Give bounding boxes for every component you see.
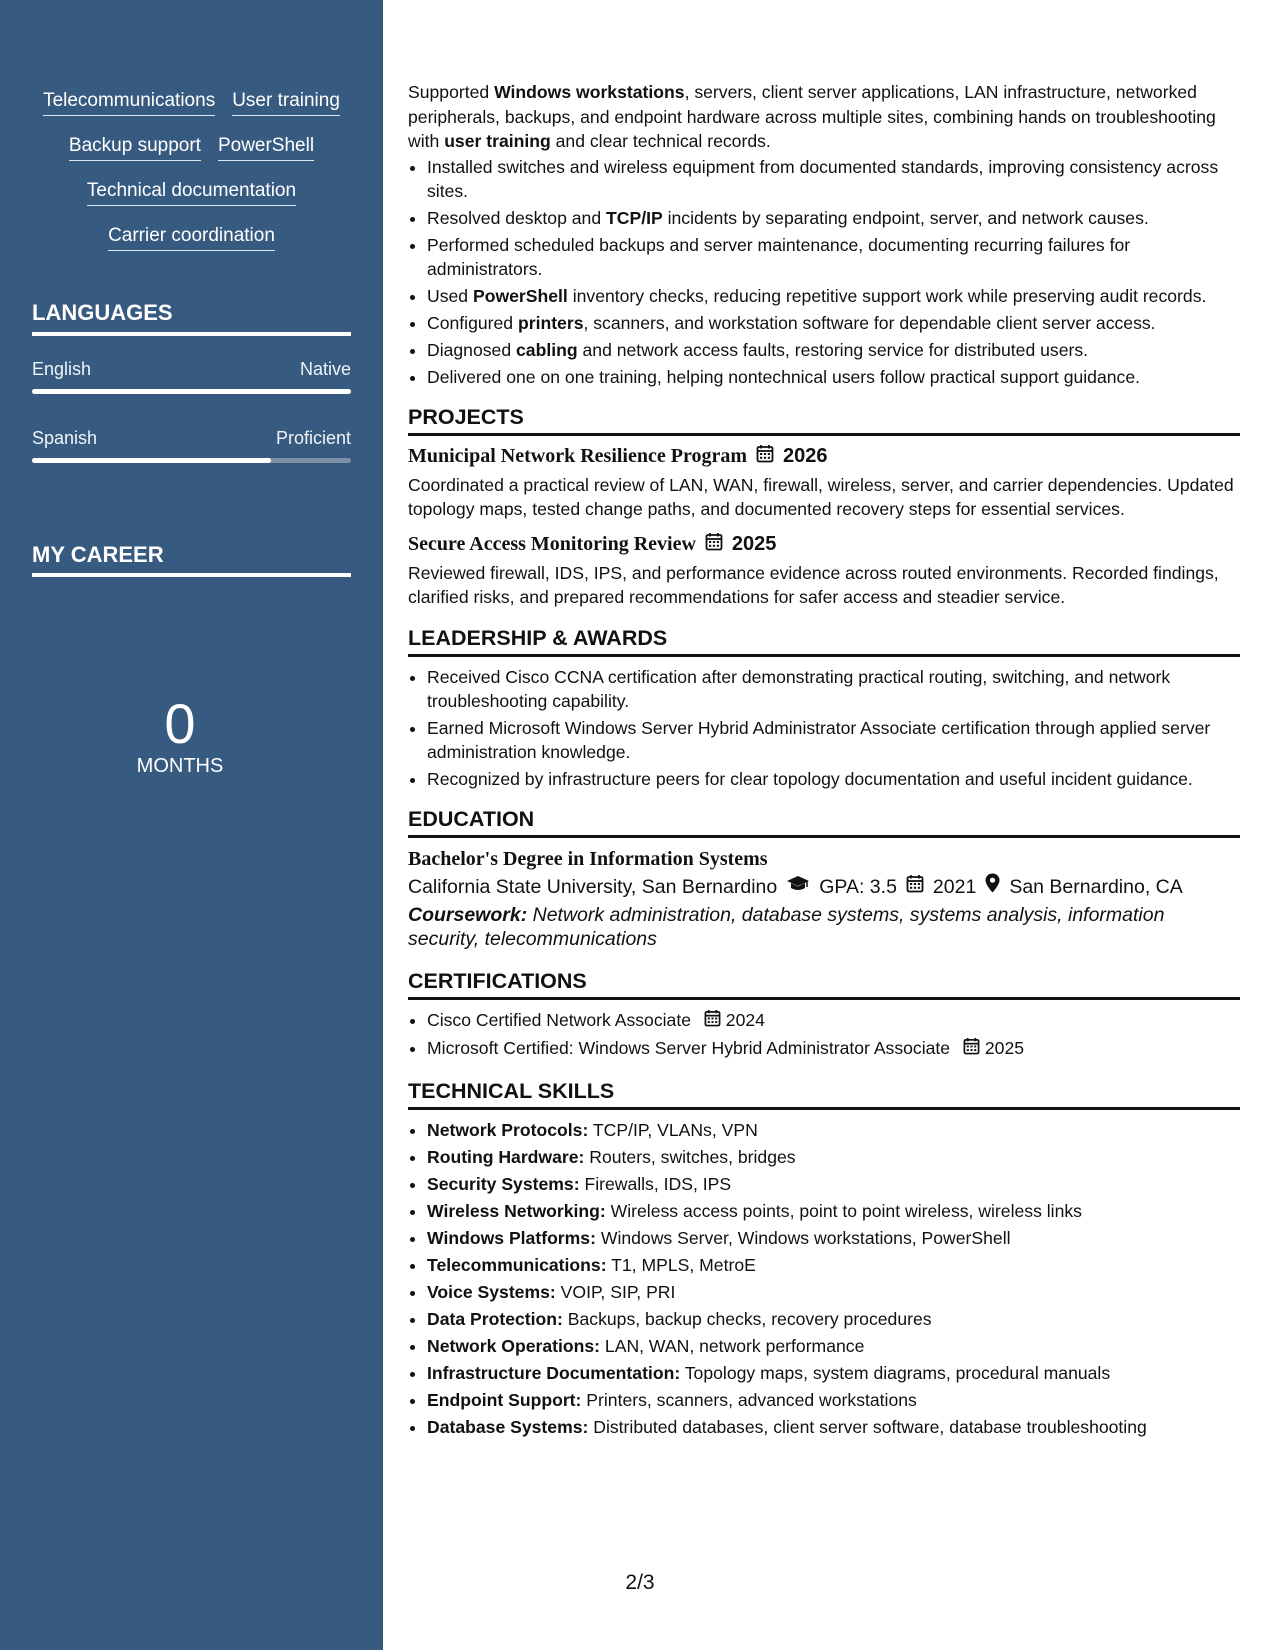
calendar-icon [906,872,924,902]
career-months-label: MONTHS [136,755,224,777]
certification-year: 2025 [984,1037,1025,1058]
language-bar [32,458,351,463]
list-item [427,1199,1240,1223]
skill-category: Security Systems: [427,1174,580,1195]
leadership-heading: LEADERSHIP & AWARDS [408,625,1240,657]
text-run: Performed scheduled backups and server maintenance, documenting recurring failures for administrators. [427,234,1131,279]
project-year: 2026 [783,445,828,467]
text-run: Installed switches and wireless equipment from documented standards, improving consistency across sites. [427,156,1219,201]
text-run: inventory checks, reducing repetitive support work while preserving audit records. [567,285,1207,306]
experience-bullet [427,233,1240,281]
language-bar-fill [32,458,271,463]
skill-values: VOIP, SIP, PRI [555,1282,676,1303]
certification-year: 2024 [725,1009,765,1030]
projects-section [408,404,1240,610]
skill-category: Telecommunications: [427,1255,607,1276]
skill-values: Backups, backup checks, recovery procedures [562,1309,932,1330]
education-details [408,872,1240,902]
certifications-list [408,1008,1240,1062]
project-description: Coordinated a practical review of LAN, WAN, firewall, wireless, server, and carrier dependencies. Updated topology maps, tested change paths, and documented recovery steps for essential services. [408,474,1234,519]
emphasized-text: PowerShell [472,285,568,306]
skill-tags [20,88,363,268]
experience-bullet [427,284,1240,308]
experience-bullet [427,365,1240,389]
skill-tag: User training [232,88,340,116]
skill-tag: Technical documentation [87,178,296,206]
experience-bullet [427,338,1240,362]
skill-values: Firewalls, IDS, IPS [579,1174,732,1195]
language-bar-fill [32,389,351,394]
list-item: • Received Cisco CCNA certification after demonstrating practical routing, switching, and network troubleshooting capability. [427,665,1240,713]
gpa: GPA: 3.5 [819,875,897,898]
certification-name: Microsoft Certified: Windows Server Hybrid Administrator Associate [427,1037,951,1058]
language-level: Native [299,359,351,379]
skill-category: Infrastructure Documentation: [427,1363,681,1384]
language-row [32,359,351,380]
career-rule [32,573,351,577]
list-item [427,1226,1240,1250]
skill-category: Windows Platforms: [427,1228,596,1249]
skill-tag: Carrier coordination [108,223,275,251]
skill-values: LAN, WAN, network performance [600,1336,865,1357]
text-run: incidents by separating endpoint, server, and network causes. [662,207,1149,228]
skill-category: Wireless Networking: [427,1201,606,1222]
education-section [408,806,1240,951]
skill-values: Windows Server, Windows workstations, PowerShell [595,1228,1011,1249]
list-item [427,1172,1240,1196]
leadership-list [408,665,1240,791]
experience-bullets [408,155,1240,389]
skill-values: Distributed databases, client server software, database troubleshooting [588,1417,1147,1438]
list-item [427,1415,1240,1439]
calendar-icon [963,1037,980,1061]
coursework-label: Coursework: [408,903,528,926]
calendar-icon [704,1009,721,1033]
skill-category: Data Protection: [427,1309,563,1330]
education-heading: EDUCATION [408,806,1240,838]
list-item: • Earned Microsoft Windows Server Hybrid Administrator Associate certification through applied server administration knowledge. [427,716,1240,764]
skills-heading: TECHNICAL SKILLS [408,1078,1240,1110]
skill-values: T1, MPLS, MetroE [606,1255,756,1276]
list-item [427,1280,1240,1304]
projects-heading: PROJECTS [408,404,1240,436]
skill-category: Database Systems: [427,1417,589,1438]
main-content [408,80,1240,1442]
skill-category: Endpoint Support: [427,1390,582,1411]
languages-rule [32,332,351,336]
degree-title: Bachelor's Degree in Information Systems [408,847,768,870]
language-name: English [32,359,92,379]
project-title [408,532,1240,557]
calendar-icon [705,532,723,557]
skill-category: Network Protocols: [427,1120,589,1141]
project-year: 2025 [731,533,777,555]
text-run: Diagnosed [427,339,517,360]
skill-category: Routing Hardware: [427,1147,585,1168]
sidebar [0,0,383,1650]
skills-list [408,1118,1240,1439]
coursework-list: Network administration, database systems, systems analysis, information security, telecommunications [408,903,1165,950]
calendar-icon [756,444,774,469]
experience-bullet [427,311,1240,335]
language-name: Spanish [32,428,98,448]
skill-values: Wireless access points, point to point wireless, wireless links [605,1201,1082,1222]
list-item [427,1253,1240,1277]
languages-heading: LANGUAGES [32,300,173,325]
text-run: Configured [427,312,518,333]
list-item [427,1388,1240,1412]
skill-tag: Backup support [69,133,201,161]
skill-category: Voice Systems: [427,1282,556,1303]
list-item [427,1145,1240,1169]
school-name: California State University, San Bernardino [408,875,778,898]
list-item [427,1008,1240,1033]
skill-values: Routers, switches, bridges [584,1147,796,1168]
project-name: Municipal Network Resilience Program [408,445,748,467]
emphasized-text: cabling [516,339,578,360]
list-item [427,1307,1240,1331]
skill-values: Printers, scanners, advanced workstations [581,1390,917,1411]
experience-bullet [427,206,1240,230]
text-run: and network access faults, restoring service for distributed users. [577,339,1089,360]
language-level: Proficient [275,428,351,448]
list-item: • Recognized by infrastructure peers for clear topology documentation and useful incident guidance. [427,767,1240,791]
graduation-cap-icon [786,872,810,902]
text-run: , servers, client server applications, LAN infrastructure, networked peripherals, backups, and endpoint hardware across multiple sites, combining hands on troubleshooting with [408,82,1216,151]
page-number: 2/3 [625,1571,655,1594]
emphasized-text: user training [444,131,551,151]
text-run: Used [427,285,473,306]
skill-values: Topology maps, system diagrams, procedural manuals [680,1363,1111,1384]
project-name: Secure Access Monitoring Review [408,533,696,555]
graduation-year: 2021 [932,875,977,898]
emphasized-text: printers [517,312,584,333]
emphasized-text: Windows workstations [494,82,685,102]
certifications-heading: CERTIFICATIONS [408,968,1240,1000]
list-item [427,1361,1240,1385]
list-item [427,1118,1240,1142]
skill-values: TCP/IP, VLANs, VPN [588,1120,758,1141]
coursework [408,903,1240,951]
leadership-section [408,625,1240,791]
school-location: San Bernardino, CA [1009,875,1183,898]
text-run: , scanners, and workstation software for dependable client server access. [583,312,1156,333]
career-heading: MY CAREER [32,542,164,567]
text-run: Resolved desktop and [427,207,606,228]
skills-section [408,1078,1240,1439]
skill-tag: Telecommunications [43,88,215,116]
career-months-value: 0 [164,692,196,755]
certification-name: Cisco Certified Network Associate [427,1009,692,1030]
language-row [32,428,351,449]
skill-tag: PowerShell [218,133,314,161]
experience-bullet [427,155,1240,203]
project-title [408,444,1240,469]
skill-category: Network Operations: [427,1336,601,1357]
language-bar [32,389,351,394]
text-run: Delivered one on one training, helping nontechnical users follow practical support guidance. [427,366,1140,387]
experience-summary [408,80,1240,154]
emphasized-text: TCP/IP [606,207,663,228]
text-run: and clear technical records. [550,131,771,151]
map-pin-icon [985,872,1000,902]
list-item [427,1036,1240,1061]
project-description: Reviewed firewall, IDS, IPS, and performance evidence across routed environments. Recorded findings, clarified risks, and prepared recommendations for safer access and steadier service. [408,562,1219,607]
certifications-section [408,968,1240,1062]
text-run: Supported [408,82,495,102]
list-item [427,1334,1240,1358]
